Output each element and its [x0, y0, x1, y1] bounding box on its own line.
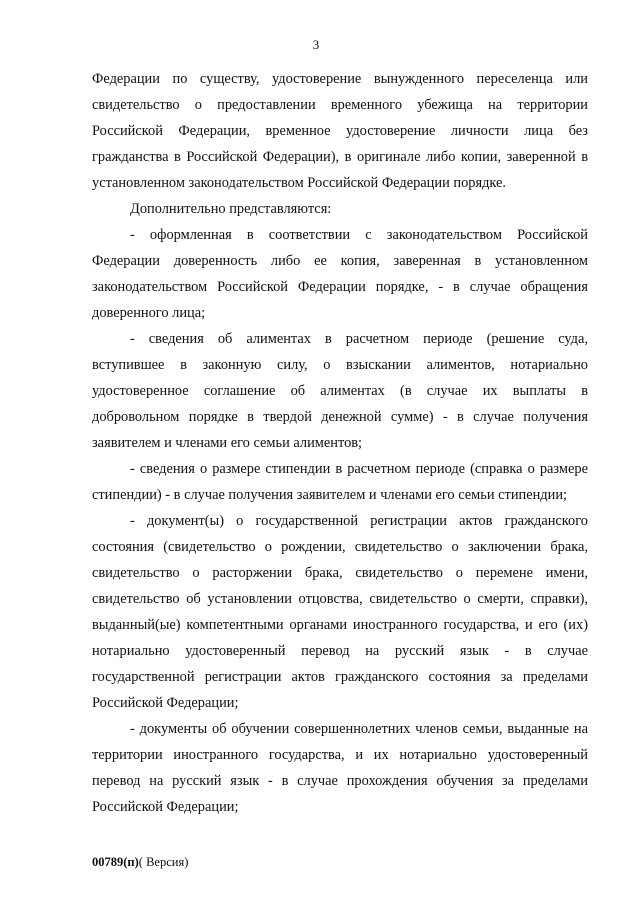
text-line: Федерации по существу, удостоверение вынужденного переселенца или	[92, 71, 588, 87]
page-number: 3	[312, 37, 320, 52]
text-line: государственной регистрации актов гражданского состояния за пределами	[92, 669, 588, 685]
paragraph	[92, 326, 588, 456]
paragraph	[92, 196, 588, 222]
text-line: удостоверенное соглашение об алиментах (в случае их выплаты в	[92, 383, 588, 399]
text-line: перевод на русский язык - в случае прохождения обучения за пределами	[92, 773, 588, 789]
text-line: Российской Федерации;	[92, 799, 239, 815]
text-line: стипендии) - в случае получения заявителем и членами его семьи стипендии;	[92, 487, 568, 503]
text-line: выданный(ые) компетентными органами иностранного государства, и его (их)	[92, 617, 588, 633]
text-line: - документ(ы) о государственной регистрации актов гражданского	[130, 513, 588, 529]
text-line: нотариально удостоверенный перевод на русский язык - в случае	[92, 643, 588, 659]
text-line: установленном законодательством Российской Федерации порядке.	[92, 175, 507, 191]
text-line: Федерации доверенность либо ее копия, заверенная в установленном	[92, 253, 588, 269]
document-version: ( Версия)	[138, 855, 189, 869]
text-line: - оформленная в соответствии с законодательством Российской	[130, 227, 588, 243]
text-line: - сведения об алиментах в расчетном периоде (решение суда,	[130, 331, 588, 347]
text-line: свидетельство о расторжении брака, свидетельство о перемене имени,	[92, 565, 588, 581]
text-line: территории иностранного государства, и их нотариально удостоверенный	[92, 747, 588, 763]
paragraph	[92, 716, 588, 820]
text-line: Дополнительно представляются:	[130, 201, 332, 217]
paragraph	[92, 508, 588, 716]
text-line: свидетельство об установлении отцовства, свидетельство о смерти, справки),	[92, 591, 588, 607]
text-line: заявителем и членами его семьи алиментов;	[92, 435, 363, 451]
text-line: состояния (свидетельство о рождении, свидетельство о заключении брака,	[92, 539, 588, 555]
text-line: - документы об обучении совершеннолетних членов семьи, выданные на	[130, 721, 588, 737]
text-line: Российской Федерации;	[92, 695, 239, 711]
text-line: свидетельство о предоставлении временного убежища на территории	[92, 97, 588, 113]
text-line: доверенного лица;	[92, 305, 206, 321]
text-line: гражданства в Российской Федерации), в оригинале либо копии, заверенной в	[92, 149, 588, 165]
paragraph	[92, 66, 588, 196]
text-line: вступившее в законную силу, о взыскании алиментов, нотариально	[92, 357, 588, 373]
text-line: законодательством Российской Федерации порядке, - в случае обращения	[92, 279, 588, 295]
document-footer	[92, 854, 188, 870]
document-code: 00789(п)	[92, 855, 139, 869]
text-line: - сведения о размере стипендии в расчетном периоде (справка о размере	[130, 461, 588, 477]
paragraph	[92, 222, 588, 326]
document-body	[92, 66, 588, 820]
text-line: Российской Федерации, временное удостоверение личности лица без	[92, 123, 588, 139]
text-line: добровольном порядке в твердой денежной сумме) - в случае получения	[92, 409, 588, 425]
paragraph	[92, 456, 588, 508]
